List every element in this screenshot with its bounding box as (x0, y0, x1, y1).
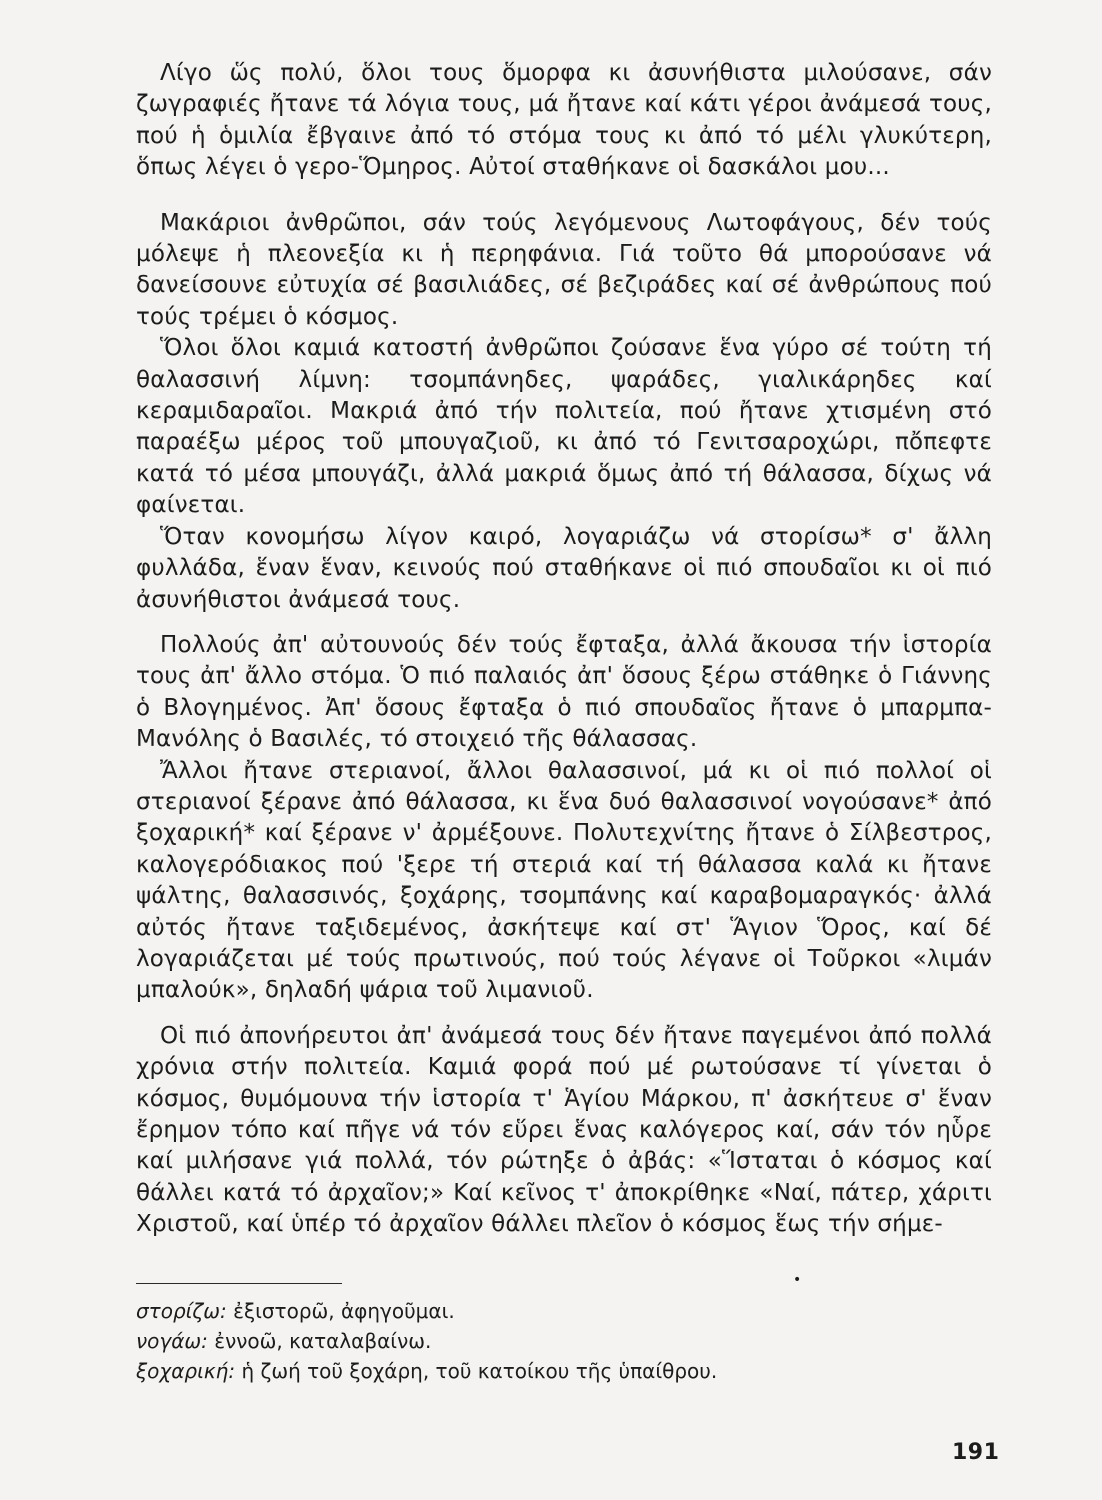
footnote (136, 1356, 936, 1386)
footnote-term: στορίζω: (136, 1299, 227, 1323)
paragraph: Ὅταν κονομήσω λίγον καιρό, λογαριάζω νά στορίσω* σ' ἄλλη φυλλάδα, ἕναν ἕναν, κεινούς πού σταθήκανε οἱ πιό σπουδαῖοι κι οἱ πιό ἀσυνήθιστοι ἀνάμεσά τους. (136, 523, 992, 613)
main-text (136, 58, 992, 1241)
paragraph: Πολλούς ἀπ' αὐτουνούς δέν τούς ἔφταξα, ἀλλά ἄκουσα τήν ἱστορία τους ἀπ' ἄλλο στόμα. Ὁ πιό παλαιός ἀπ' ὅσους ξέρω στάθηκε ὁ Γιάννης ὁ Βλογημένος. Ἀπ' ὅσους ἔφταξα ὁ πιό σπουδαῖος ἤτανε ὁ μπαρμπα-Μανόλης ὁ Βασιλές, τό στοιχειό τῆς θάλασσας. (136, 631, 992, 753)
footnotes (136, 1296, 936, 1386)
paragraph: Ἄλλοι ἤτανε στεριανοί, ἄλλοι θαλασσινοί, μά κι οἱ πιό πολλοί οἱ στεριανοί ξέρανε ἀπό θάλασσα, κι ἕνα δυό θαλασσινοί νογούσανε* ἀπό ξοχαρική* καί ξέρανε ν' ἀρμέξουνε. Πολυτεχνίτης ἤτανε ὁ Σίλβεστρος, καλογερόδιακος πού 'ξερε τή στεριά καί τή θάλασσα καλά κι ἤτανε ψάλτης, θαλασσινός, ξοχάρης, τσομπάνης καί καραβομαραγκός· ἀλλά αὐτός ἤτανε ταξιδεμένος, ἀσκήτεψε καί στ' Ἅγιον Ὅρος, καί δέ λογαριάζεται μέ τούς πρωτινούς, πού τούς λέγανε οἱ Τοῦρκοι «λιμάν μπαλούκ», δηλαδή ψάρια τοῦ λιμανιοῦ. (136, 757, 992, 1004)
paragraph: Λίγο ὥς πολύ, ὅλοι τους ὅμορφα κι ἀσυνήθιστα μιλούσανε, σάν ζωγραφιές ἤτανε τά λόγια τους, μά ἤτανε καί κάτι γέροι ἀνάμεσά τους, πού ἡ ὁμιλία ἔβγαινε ἀπό τό στόμα τους κι ἀπό τό μέλι γλυκύτερη, ὅπως λέγει ὁ γερο-Ὅμηρος. Αὐτοί σταθήκανε οἱ δασκάλοι μου... (136, 60, 992, 181)
footnote-definition: ἐξιστορῶ, ἀφηγοῦμαι. (233, 1299, 455, 1323)
footnote-term: ξοχαρική: (136, 1359, 236, 1383)
footnote (136, 1296, 936, 1326)
footnote-definition: ἡ ζωή τοῦ ξοχάρη, τοῦ κατοίκου τῆς ὑπαίθρου. (241, 1359, 718, 1383)
footnote-definition: ἐννοῶ, καταλαβαίνω. (214, 1329, 432, 1353)
paragraph: Μακάριοι ἀνθρῶποι, σάν τούς λεγόμενους Λωτοφάγους, δέν τούς μόλεψε ἡ πλεονεξία κι ἡ περηφάνια. Γιά τοῦτο θά μπορούσανε νά δανείσουνε εὐτυχία σέ βασιλιάδες, σέ βεζιράδες καί σέ ἀνθρώπους πού τούς τρέμει ὁ κόσμος. (136, 209, 992, 330)
ink-dot: • (793, 1272, 802, 1288)
footnote-term: νογάω: (136, 1329, 208, 1353)
page-number: 191 (952, 1440, 1000, 1465)
footnote-divider (136, 1283, 342, 1284)
paragraph: Ὅλοι ὅλοι καμιά κατοστή ἀνθρῶποι ζούσανε ἕνα γύρο σέ τούτη τή θαλασσινή λίμνη: τσομπάνηδες, ψαράδες, γιαλικάρηδες καί κεραμιδαραῖοι. Μακριά ἀπό τήν πολιτεία, πού ἤτανε χτισμένη στό παραέξω μέρος τοῦ μπουγαζιοῦ, κι ἀπό τό Γενιτσαροχώρι, πὄπεφτε κατά τό μέσα μπουγάζι, ἀλλά μακριά ὅμως ἀπό τή θάλασσα, δίχως νά φαίνεται. (136, 335, 992, 519)
footnote (136, 1326, 936, 1356)
paragraph: Οἱ πιό ἀπονήρευτοι ἀπ' ἀνάμεσά τους δέν ἤτανε παγεμένοι ἀπό πολλά χρόνια στήν πολιτεία. Καμιά φορά πού μέ ρωτούσανε τί γίνεται ὁ κόσμος, θυμόμουνα τήν ἱστορία τ' Ἁγίου Μάρκου, π' ἀσκήτευε σ' ἕναν ἔρημον τόπο καί πῆγε νά τόν εὕρει ἕνας καλόγερος καί, σάν τόν ηὗρε καί μιλήσανε γιά πολλά, τόν ρώτηξε ὁ ἀβάς: «Ἵσταται ὁ κόσμος καί θάλλει κατά τό ἀρχαῖον;» Καί κεῖνος τ' ἀποκρίθηκε «Ναί, πάτερ, χάριτι Χριστοῦ, καί ὑπέρ τό ἀρχαῖον θάλλει πλεῖον ὁ κόσμος ἕως τήν σήμε- (136, 1022, 992, 1238)
